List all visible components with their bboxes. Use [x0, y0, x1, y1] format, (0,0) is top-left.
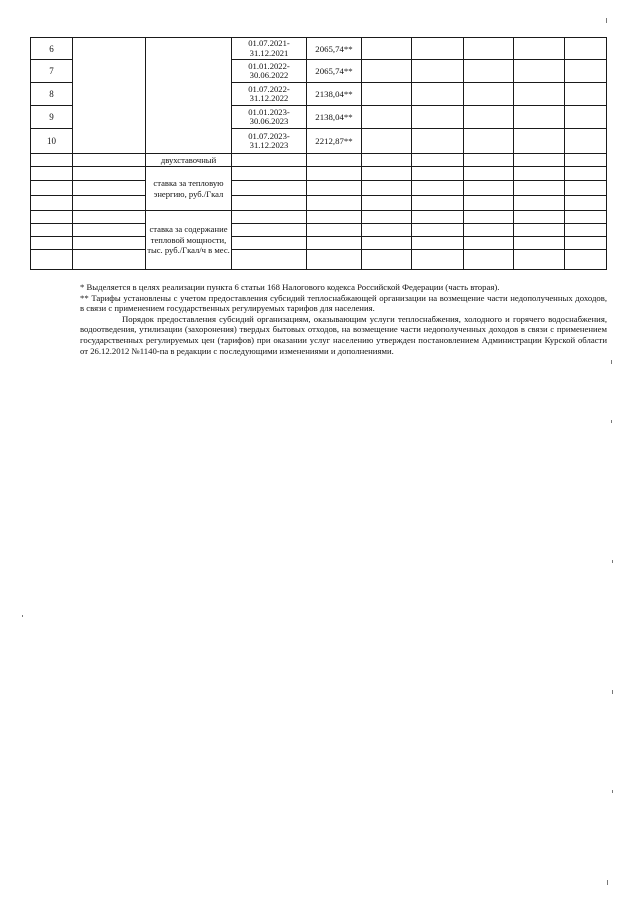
- empty-cell: [514, 83, 565, 106]
- empty-cell: [464, 196, 514, 211]
- empty-cell: [514, 224, 565, 237]
- period-end: 31.12.2022: [249, 93, 289, 103]
- empty-cell: [362, 196, 412, 211]
- empty-cell: [232, 154, 307, 167]
- energy-rate-label: ставка за тепловую энергию, руб./Гкал: [146, 167, 232, 211]
- empty-cell: [307, 154, 362, 167]
- scan-speck: [606, 18, 607, 23]
- empty-cell: [514, 237, 565, 250]
- period-end: 30.06.2023: [249, 116, 289, 126]
- empty-cell: [514, 196, 565, 211]
- period-start: 01.01.2022-: [248, 60, 290, 71]
- empty-cell: [514, 60, 565, 83]
- empty-cell: [565, 224, 607, 237]
- period-cell: [232, 106, 307, 129]
- empty-cell: [232, 181, 307, 196]
- empty-cell: [565, 250, 607, 270]
- empty-cell: [464, 167, 514, 181]
- table-row: [31, 38, 607, 60]
- empty-cell: [232, 196, 307, 211]
- empty-cell: [232, 237, 307, 250]
- empty-cell: [412, 60, 464, 83]
- empty-cell: [514, 181, 565, 196]
- tariff-value: 2212,87**: [307, 129, 362, 154]
- scan-speck: [612, 690, 613, 694]
- period-cell: [232, 129, 307, 154]
- empty-cell: [412, 154, 464, 167]
- two-part-tariff-label: двухставочный: [146, 154, 232, 167]
- empty-cell: [31, 196, 73, 211]
- empty-cell: [464, 60, 514, 83]
- empty-cell: [73, 211, 146, 224]
- empty-cell: [73, 196, 146, 211]
- empty-cell: [565, 196, 607, 211]
- empty-cell: [146, 38, 232, 154]
- empty-cell: [514, 250, 565, 270]
- period-start: 01.07.2021-: [248, 38, 290, 48]
- notes-section: [80, 282, 607, 356]
- period-cell: [232, 60, 307, 83]
- empty-cell: [73, 237, 146, 250]
- empty-cell: [565, 167, 607, 181]
- empty-cell: [565, 181, 607, 196]
- row-number: 8: [31, 83, 73, 106]
- empty-cell: [464, 38, 514, 60]
- empty-cell: [412, 224, 464, 237]
- scan-speck: [607, 880, 608, 885]
- row-number: 10: [31, 129, 73, 154]
- table-row: [31, 211, 607, 224]
- empty-cell: [464, 237, 514, 250]
- empty-cell: [31, 167, 73, 181]
- footnote-subsidy: ** Тарифы установлены с учетом предоставления субсидий теплоснабжающей организации на возмещение части недополученных доходов, в связи с применением государственных регулируемых тарифов для населения.: [80, 292, 607, 314]
- row-number: 7: [31, 60, 73, 83]
- tariff-table: [30, 37, 607, 270]
- empty-cell: [514, 154, 565, 167]
- table-row: [31, 196, 607, 211]
- empty-cell: [565, 129, 607, 154]
- empty-cell: [307, 196, 362, 211]
- procedure-paragraph: Порядок предоставления субсидий организациям, оказывающим услуги теплоснабжения, холодного и горячего водоснабжения, водоотведения, утилизации (захоронения) твердых бытовых отходов, на возмещение части недополученных доходов в связи с применением государственных регулируемых цен (тарифов) при оказании услуг населению утвержден постановлением Администрации Курской области от 26.12.2012 №1140-па в редакции с последующими изменениями и дополнениями.: [80, 313, 607, 356]
- empty-cell: [514, 167, 565, 181]
- empty-cell: [565, 154, 607, 167]
- capacity-rate-label: ставка за содержание тепловой мощности, тыс. руб./Гкал/ч в мес.: [146, 211, 232, 270]
- scan-speck: [612, 790, 613, 793]
- empty-cell: [362, 250, 412, 270]
- empty-cell: [464, 181, 514, 196]
- empty-cell: [362, 154, 412, 167]
- scan-speck: [611, 360, 612, 364]
- empty-cell: [565, 211, 607, 224]
- table-row: [31, 224, 607, 237]
- empty-cell: [412, 129, 464, 154]
- row-number: 6: [31, 38, 73, 60]
- period-cell: [232, 38, 307, 60]
- empty-cell: [232, 224, 307, 237]
- scan-speck: [612, 560, 613, 563]
- empty-cell: [565, 60, 607, 83]
- tariff-value: 2138,04**: [307, 83, 362, 106]
- empty-cell: [73, 181, 146, 196]
- empty-cell: [362, 224, 412, 237]
- empty-cell: [31, 250, 73, 270]
- empty-cell: [73, 250, 146, 270]
- empty-cell: [307, 181, 362, 196]
- empty-cell: [464, 224, 514, 237]
- scan-speck: [611, 420, 612, 423]
- table-row: [31, 167, 607, 181]
- empty-cell: [412, 237, 464, 250]
- empty-cell: [514, 38, 565, 60]
- empty-cell: [307, 237, 362, 250]
- empty-cell: [412, 211, 464, 224]
- empty-cell: [514, 211, 565, 224]
- tariff-value: 2138,04**: [307, 106, 362, 129]
- empty-cell: [73, 167, 146, 181]
- empty-cell: [514, 106, 565, 129]
- empty-cell: [464, 250, 514, 270]
- empty-cell: [31, 224, 73, 237]
- empty-cell: [464, 211, 514, 224]
- table-row: [31, 237, 607, 250]
- empty-cell: [565, 106, 607, 129]
- period-start: 01.07.2023-: [248, 130, 290, 141]
- empty-cell: [362, 181, 412, 196]
- empty-cell: [362, 83, 412, 106]
- empty-cell: [412, 196, 464, 211]
- empty-cell: [232, 211, 307, 224]
- empty-cell: [362, 38, 412, 60]
- scan-speck: [22, 615, 23, 617]
- period-end: 30.06.2022: [249, 70, 289, 80]
- empty-cell: [31, 211, 73, 224]
- table-row: [31, 181, 607, 196]
- empty-cell: [362, 211, 412, 224]
- empty-cell: [307, 250, 362, 270]
- table-row: [31, 154, 607, 167]
- table-row: [31, 250, 607, 270]
- empty-cell: [73, 224, 146, 237]
- empty-cell: [565, 38, 607, 60]
- empty-cell: [412, 181, 464, 196]
- period-start: 01.07.2022-: [248, 83, 290, 94]
- empty-cell: [565, 83, 607, 106]
- empty-cell: [565, 237, 607, 250]
- empty-cell: [412, 250, 464, 270]
- row-number: 9: [31, 106, 73, 129]
- footnote-vat: * Выделяется в целях реализации пункта 6 статьи 168 Налогового кодекса Российской Федерации (часть вторая).: [80, 282, 500, 292]
- empty-cell: [73, 154, 146, 167]
- empty-cell: [232, 250, 307, 270]
- empty-cell: [307, 224, 362, 237]
- empty-cell: [514, 129, 565, 154]
- empty-cell: [307, 167, 362, 181]
- tariff-value: 2065,74**: [307, 38, 362, 60]
- empty-cell: [362, 129, 412, 154]
- empty-cell: [31, 181, 73, 196]
- empty-cell: [412, 106, 464, 129]
- period-start: 01.01.2023-: [248, 106, 290, 117]
- empty-cell: [412, 83, 464, 106]
- empty-cell: [464, 154, 514, 167]
- empty-cell: [362, 237, 412, 250]
- empty-cell: [464, 106, 514, 129]
- empty-cell: [464, 83, 514, 106]
- empty-cell: [362, 106, 412, 129]
- empty-cell: [362, 167, 412, 181]
- period-cell: [232, 83, 307, 106]
- empty-cell: [73, 38, 146, 154]
- period-end: 31.12.2021: [249, 47, 289, 58]
- empty-cell: [362, 60, 412, 83]
- period-end: 31.12.2023: [249, 140, 289, 150]
- empty-cell: [412, 38, 464, 60]
- empty-cell: [232, 167, 307, 181]
- empty-cell: [31, 237, 73, 250]
- empty-cell: [412, 167, 464, 181]
- tariff-value: 2065,74**: [307, 60, 362, 83]
- empty-cell: [464, 129, 514, 154]
- empty-cell: [307, 211, 362, 224]
- empty-cell: [31, 154, 73, 167]
